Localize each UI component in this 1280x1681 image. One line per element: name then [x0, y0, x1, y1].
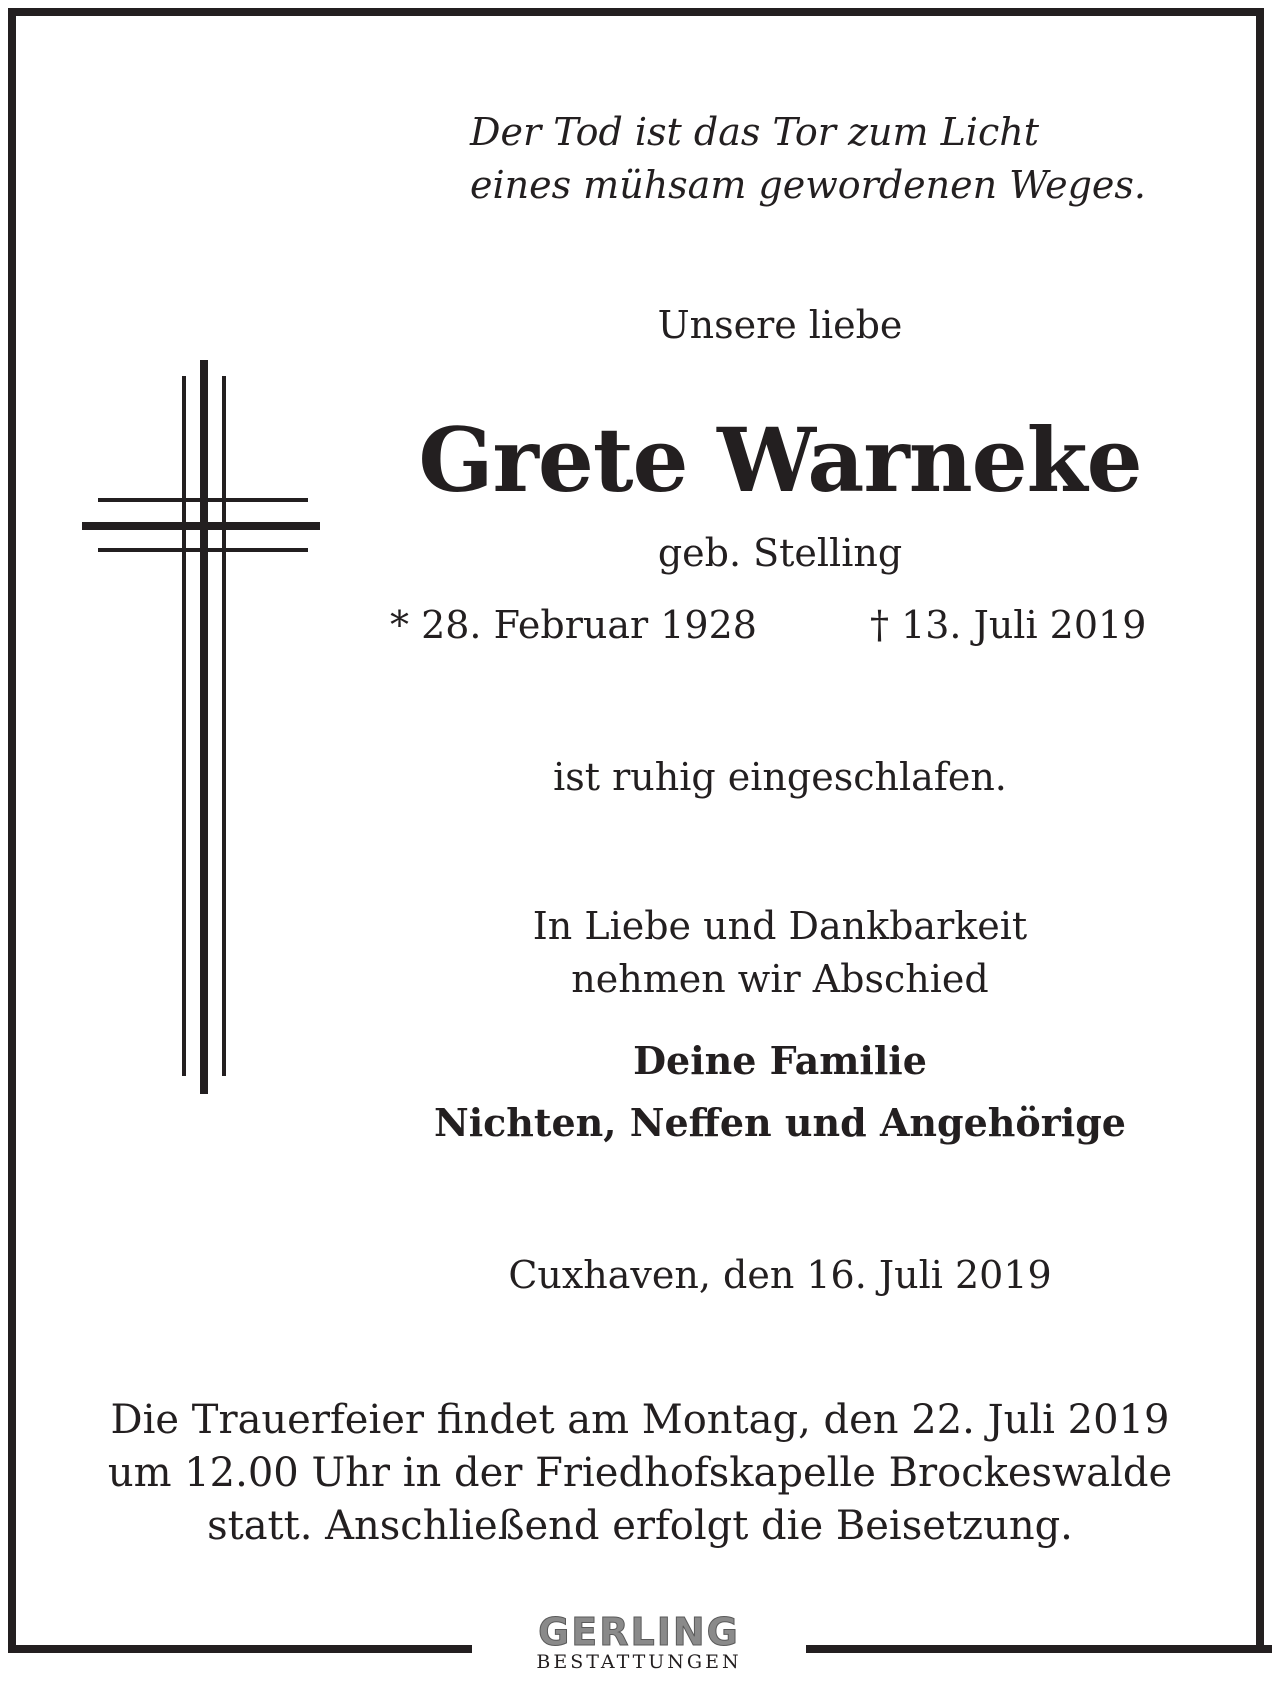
- deceased-name: Grete Warneke: [418, 408, 1142, 512]
- mourners-line-2: Nichten, Neffen und Angehörige: [434, 1100, 1126, 1145]
- service-line-2: um 12.00 Uhr in der Friedhofskapelle Brockeswalde: [107, 1450, 1173, 1496]
- funeral-home-logo: [472, 1612, 806, 1681]
- service-line-3: statt. Anschließend erfolgt die Beisetzung.: [207, 1503, 1073, 1549]
- logo-name: GERLING: [538, 1610, 740, 1654]
- farewell-text: [380, 900, 1180, 1006]
- passing-statement: ist ruhig eingeschlafen.: [553, 755, 1007, 799]
- epigraph-quote: [470, 106, 1146, 212]
- bottom-rule-left: [8, 1645, 472, 1653]
- place-date: Cuxhaven, den 16. Juli 2019: [508, 1253, 1052, 1297]
- farewell-line-2: nehmen wir Abschied: [571, 957, 989, 1001]
- mourners: [380, 1030, 1180, 1154]
- logo-subtitle: BESTATTUNGEN: [536, 1651, 742, 1673]
- birth-name: geb. Stelling: [657, 531, 903, 575]
- mourners-line-1: Deine Familie: [633, 1038, 927, 1083]
- cross-icon: [78, 356, 322, 1096]
- bottom-rule-right: [806, 1645, 1272, 1653]
- quote-line-1: Der Tod ist das Tor zum Licht: [470, 110, 1039, 154]
- quote-line-2: eines mühsam gewordenen Weges.: [470, 163, 1146, 207]
- farewell-line-1: In Liebe und Dankbarkeit: [532, 904, 1028, 948]
- intro-text: Unsere liebe: [657, 303, 903, 347]
- death-date: † 13. Juli 2019: [870, 603, 1147, 647]
- service-details: [40, 1394, 1240, 1553]
- service-line-1: Die Trauerfeier findet am Montag, den 22. Juli 2019: [110, 1397, 1170, 1443]
- birth-date: * 28. Februar 1928: [390, 603, 757, 647]
